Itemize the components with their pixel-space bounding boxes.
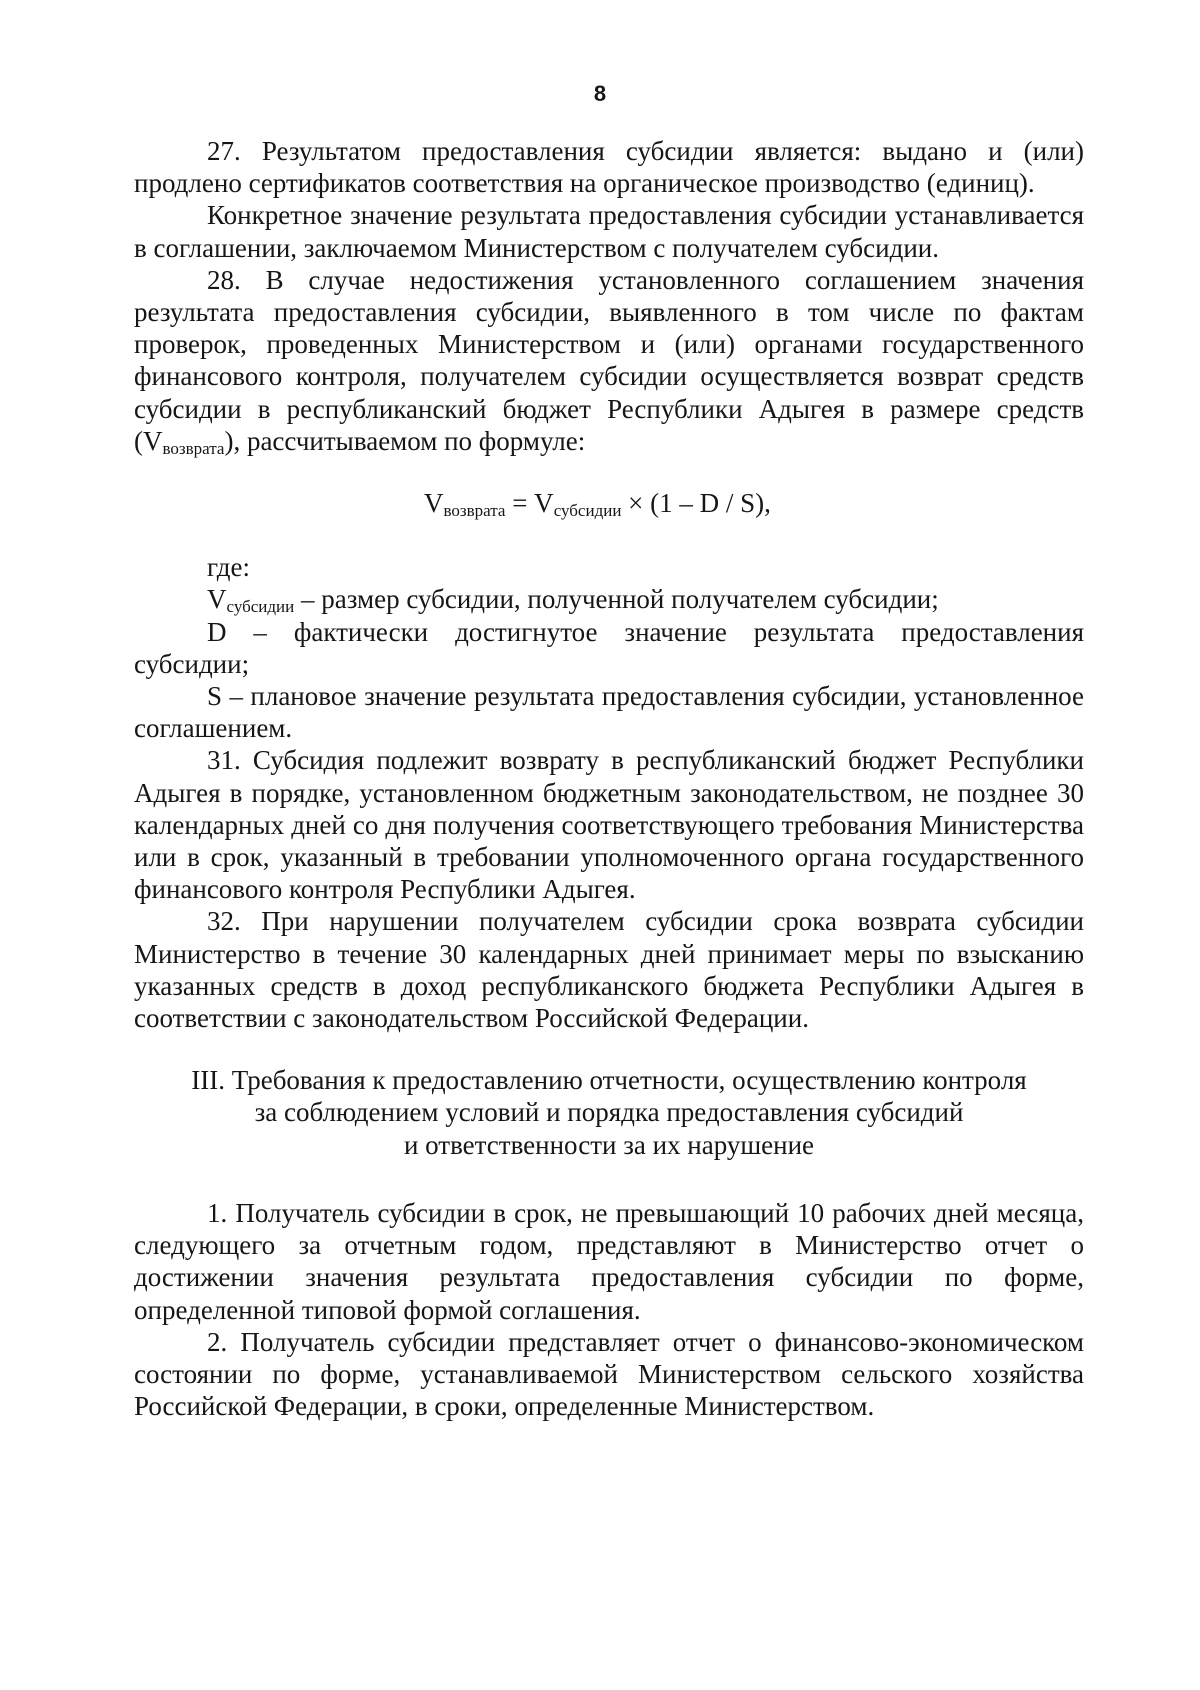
heading-line-3: и ответственности за их нарушение — [403, 1129, 815, 1160]
document-body — [134, 135, 1084, 1422]
paragraph-31: 31. Субсидия подлежит возврату в республиканский бюджет Республики Адыгея в порядке, установленном бюджетным законодательством, не позднее 30 календарных дней со дня получения соответствующего требования Министерства или в срок, указанный в требовании уполномоченного органа государственного финансового контроля Республики Адыгея. — [134, 745, 1084, 905]
reporting-paragraph-2: 2. Получатель субсидии представляет отчет о финансово-экономическом состоянии по форме, устанавливаемой Министерством сельского хозяйства Российской Федерации, в сроки, определенные Министерством. — [134, 1326, 1084, 1422]
definition-v-subscript: субсидии — [226, 597, 295, 617]
paragraph-28-text: 28. В случае недостижения установленного соглашением значения результата предоставления субсидии, выявленного в том числе по фактам проверок, проведенных Министерством и (или) органами государственного финансового контроля, получателем субсидии осуществляется возврат средств субсидии в республиканский бюджет Республики Адыгея в размере средств (V — [134, 264, 1084, 456]
page-number: 8 — [593, 81, 607, 106]
paragraph-28-tail: ), рассчитываемом по формуле: — [224, 425, 586, 456]
formula-equals-v: = V — [505, 488, 554, 519]
paragraph-27-value: Конкретное значение результата предоставления субсидии устанавливается в соглашении, заключаемом Министерством с получателем субсидии. — [134, 200, 1084, 263]
definition-d: D – фактически достигнутое значение результата предоставления субсидии; — [134, 616, 1084, 679]
heading-line-2: за соблюдением условий и порядка предоставления субсидий — [254, 1097, 964, 1128]
return-formula — [134, 487, 1084, 519]
paragraph-32: 32. При нарушении получателем субсидии срока возврата субсидии Министерство в течение 30 календарных дней принимает меры по взысканию указанных средств в доход республиканского бюджета Республики Адыгея в соответствии с законодательством Российской Федерации. — [134, 906, 1084, 1034]
heading-line-1: III. Требования к предоставлению отчетности, осуществлению контроля — [191, 1065, 1027, 1096]
formula-sub-vozvrata: возврата — [443, 501, 506, 521]
definition-s: S – плановое значение результата предоставления субсидии, установленное соглашением. — [134, 681, 1084, 744]
formula-v: V — [424, 488, 444, 519]
definition-v-text: – размер субсидии, полученной получателем субсидии; — [294, 584, 939, 615]
where-label: где: — [207, 552, 250, 583]
reporting-paragraph-1: 1. Получатель субсидии в срок, не превышающий 10 рабочих дней месяца, следующего за отчетным годом, представляют в Министерство отчет о достижении значения результата предоставления субсидии по форме, определенной типовой формой соглашения. — [134, 1197, 1084, 1325]
paragraph-27: 27. Результатом предоставления субсидии является: выдано и (или) продлено сертификатов соответствия на органическое производство (единиц). — [134, 136, 1084, 199]
definition-v-symbol: V — [207, 584, 227, 615]
paragraph-28-subscript: возврата — [162, 438, 225, 458]
definition-v — [134, 583, 1084, 615]
paragraph-28 — [134, 264, 1084, 457]
formula-rest: × (1 – D / S), — [621, 488, 771, 519]
formula-sub-subsidii: субсидии — [553, 501, 622, 521]
section-heading-iii — [134, 1064, 1084, 1161]
